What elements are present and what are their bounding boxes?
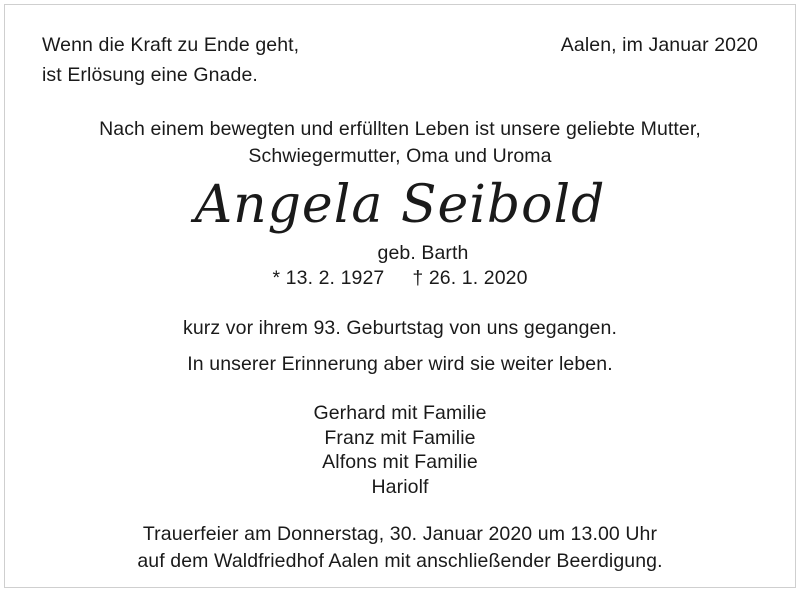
motto-line-1: Wenn die Kraft zu Ende geht, (42, 34, 300, 56)
mourner: Alfons mit Familie (322, 451, 478, 473)
intro-line-1: Nach einem bewegten und erfüllten Leben ist unsere geliebte Mutter, (99, 118, 701, 140)
mourner: Hariolf (371, 475, 429, 498)
mourner: Gerhard mit Familie (313, 402, 487, 424)
death-date: † 26. 1. 2020 (412, 267, 528, 289)
notice-border (4, 4, 796, 588)
place-date: Aalen, im Januar 2020 (560, 34, 758, 56)
motto-line-2: ist Erlösung eine Gnade. (42, 64, 258, 86)
motto (42, 30, 299, 90)
maiden-name (0, 241, 800, 265)
mourners-list (0, 401, 800, 499)
funeral-info (0, 521, 800, 575)
memory-text: In unserer Erinnerung aber wird sie weiter leben. (187, 353, 613, 375)
intro-line-2: Schwiegermutter, Oma und Uroma (248, 145, 552, 167)
funeral-line-2: auf dem Waldfriedhof Aalen mit anschließender Beerdigung. (137, 550, 663, 572)
intro-text (0, 116, 800, 170)
passing-text: kurz vor ihrem 93. Geburtstag von uns gegangen. (183, 317, 617, 339)
funeral-line-1: Trauerfeier am Donnerstag, 30. Januar 2020 um 13.00 Uhr (142, 523, 658, 545)
maiden-name-text: geb. Barth (377, 242, 469, 264)
birth-date: * 13. 2. 1927 (272, 267, 385, 289)
mourner: Franz mit Familie (324, 426, 476, 449)
life-dates (0, 266, 800, 290)
deceased-name: Angela Seibold (194, 175, 606, 235)
